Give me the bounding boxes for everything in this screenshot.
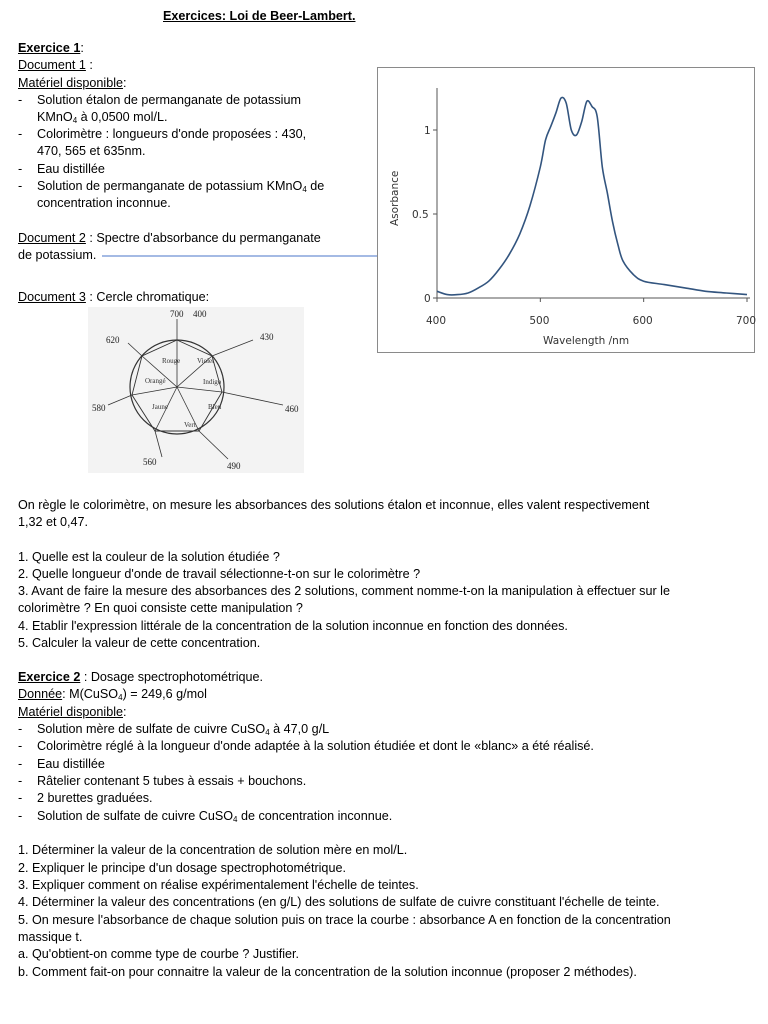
ex1-doc2-cont: de potassium. [18,248,97,262]
list-item: Eau distillée [37,162,105,176]
ex1-doc3: Document 3 : Cercle chromatique: [18,290,210,304]
sector-label: Violet [197,357,215,365]
question: b. Comment fait-on pour connaitre la valeur de la concentration de la solution inconnue (proposer 2 méthodes). [18,965,637,979]
wavelength-label: 560 [143,457,157,467]
y-tick-label: 0.5 [412,209,429,221]
sector-label: Jaune [152,403,168,411]
list-item-cont: KMnO$_4$ à 0,0500 mol/L. [37,110,168,125]
wavelength-label: 400 [193,309,207,319]
question: 4. Etablir l'expression littérale de la concentration de la solution inconnue en fonction des données. [18,619,568,633]
question: 1. Déterminer la valeur de la concentration de solution mère en mol/L. [18,843,408,857]
ex2-donnee: Donnée: M(CuSO$_4$) = 249,6 g/mol [18,687,207,702]
question: 5. On mesure l'absorbance de chaque solution puis on trace la courbe : absorbance A en fonction de la concentration [18,913,671,927]
ex1-intro-line2: 1,32 et 0,47. [18,515,89,529]
list-item: Solution étalon de permanganate de potassium [37,93,301,107]
doc2-arrow [100,248,415,262]
wavelength-label: 700 [170,309,184,319]
list-item-cont: concentration inconnue. [37,196,171,210]
x-tick-label: 600 [632,315,653,327]
question: 5. Calculer la valeur de cette concentration. [18,636,261,650]
y-axis-label: Asorbance [389,170,401,226]
sector-label: Rouge [162,357,181,365]
ex1-intro-line1: On règle le colorimètre, on mesure les absorbances des solutions étalon et inconnue, elles valent respectivement [18,498,650,512]
question: 1. Quelle est la couleur de la solution étudiée ? [18,550,280,564]
x-tick-label: 500 [529,315,550,327]
list-item: Solution de permanganate de potassium KMnO$_4$ de [37,179,325,194]
chromatic-circle-svg [88,307,304,473]
sector-label: Orangé [145,377,166,385]
question: a. Qu'obtient-on comme type de courbe ? Justifier. [18,947,300,961]
wavelength-label: 580 [92,403,106,413]
wavelength-label: 460 [285,404,299,414]
wavelength-label: 620 [106,335,120,345]
list-item: Solution mère de sulfate de cuivre CuSO$_4$ à 47,0 g/L [37,722,330,737]
y-tick-label: 1 [424,125,431,137]
page-title: Exercices: Loi de Beer-Lambert. [163,9,356,23]
x-axis-label: Wavelength /nm [543,335,630,347]
list-item: Râtelier contenant 5 tubes à essais + bouchons. [37,774,307,788]
wavelength-label: 430 [260,332,274,342]
ex1-heading: Exercice 1: [18,41,84,55]
chart-svg [378,68,757,352]
question: colorimètre ? En quoi consiste cette manipulation ? [18,601,303,615]
ex1-doc2: Document 2 : Spectre d'absorbance du permanganate [18,231,321,245]
sector-label: Vert [184,421,196,429]
list-item-cont: 470, 565 et 635nm. [37,144,146,158]
x-tick-label: 400 [426,315,447,327]
ex1-doc1: Document 1 : [18,58,93,72]
question: massique t. [18,930,83,944]
absorbance-spectrum-chart [377,67,755,353]
sector-label: Indigo [203,378,222,386]
question: 3. Expliquer comment on réalise expérimentalement l'échelle de teintes. [18,878,419,892]
list-item: Colorimètre : longueurs d'onde proposées : 430, [37,127,307,141]
question: 2. Quelle longueur d'onde de travail sélectionne-t-on sur le colorimètre ? [18,567,421,581]
question: 3. Avant de faire la mesure des absorbances des 2 solutions, comment nomme-t-on la manipulation à effectuer sur le [18,584,670,598]
absorbance-curve [437,97,747,295]
ex2-heading: Exercice 2 : Dosage spectrophotométrique. [18,670,264,684]
ex2-materiel: Matériel disponible: [18,705,127,719]
y-tick-label: 0 [424,293,431,305]
question: 4. Déterminer la valeur des concentrations (en g/L) des solutions de sulfate de cuivre constituant l'échelle de teinte. [18,895,660,909]
question: 2. Expliquer le principe d'un dosage spectrophotométrique. [18,861,346,875]
list-item: Solution de sulfate de cuivre CuSO$_4$ de concentration inconnue. [37,809,393,824]
list-item: 2 burettes graduées. [37,791,153,805]
wavelength-label: 490 [227,461,241,471]
chromatic-circle-figure [88,307,304,473]
list-item: Colorimètre réglé à la longueur d'onde adaptée à la solution étudiée et dont le «blanc» a été réalisé. [37,739,594,753]
sector-label: Bleu [208,403,222,411]
list-item: Eau distillée [37,757,105,771]
x-tick-label: 700 [736,315,757,327]
ex1-materiel: Matériel disponible: [18,76,127,90]
